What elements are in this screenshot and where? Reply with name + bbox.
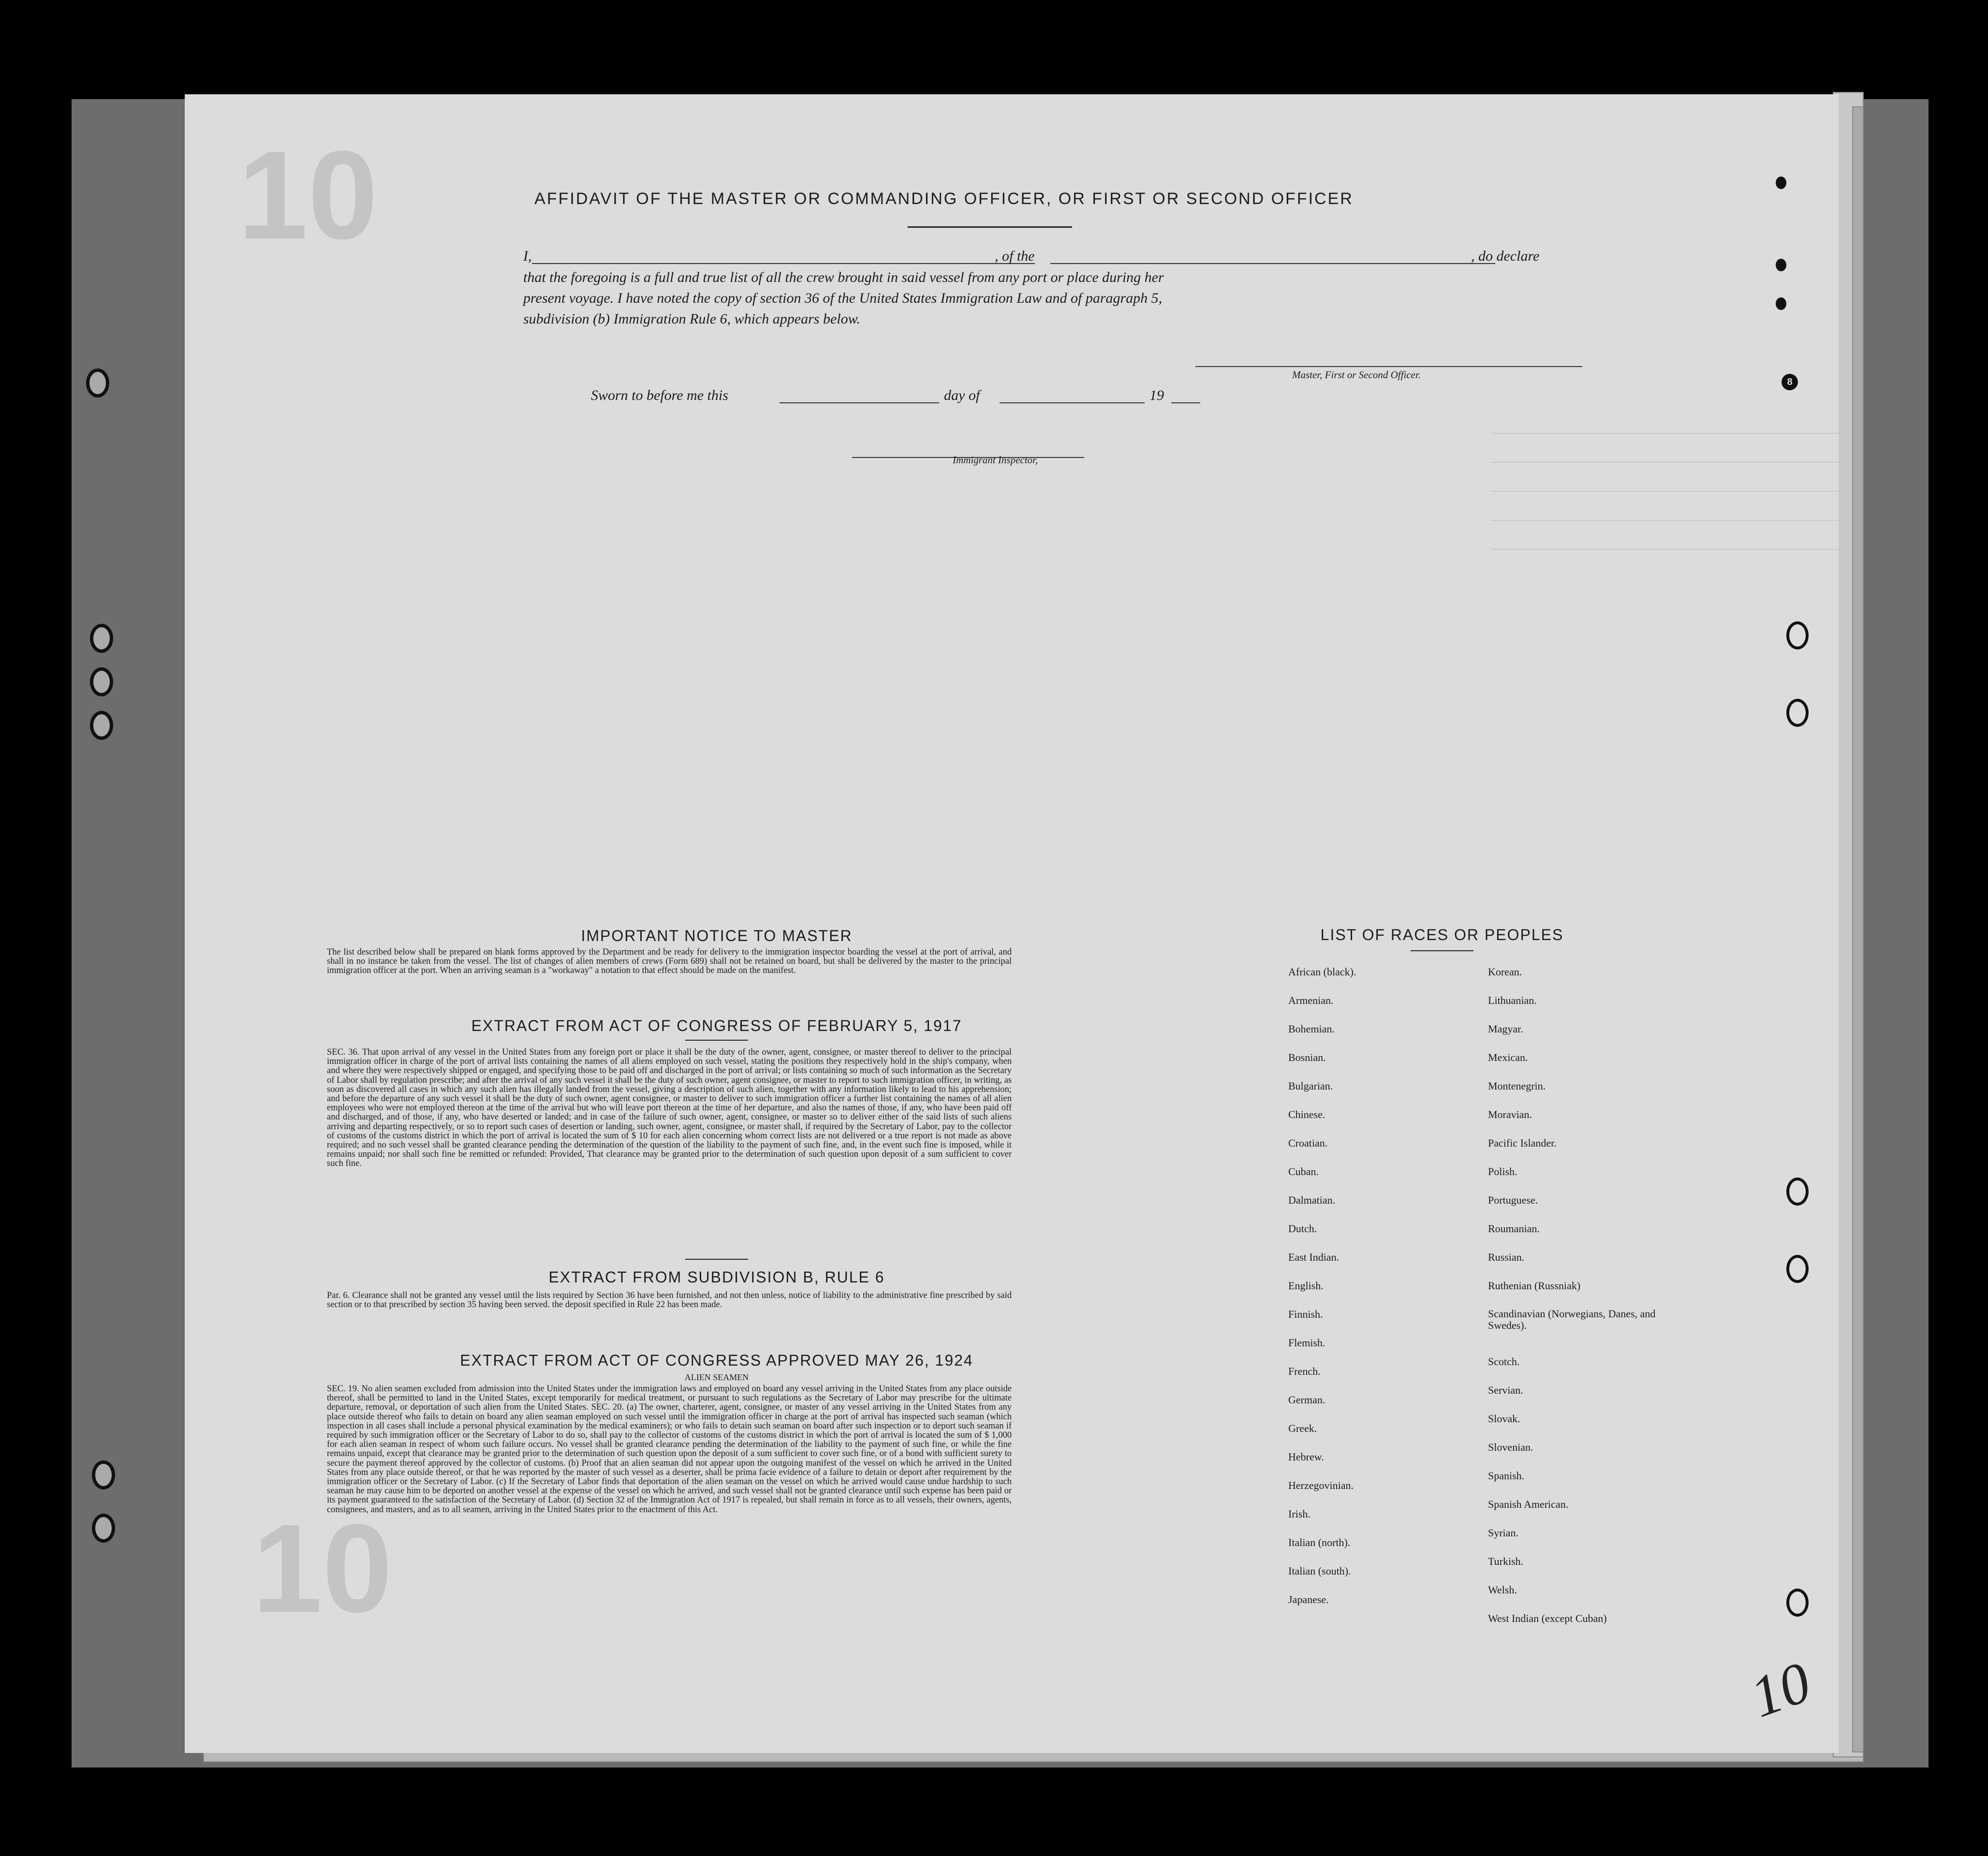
notice-title: IMPORTANT NOTICE TO MASTER — [581, 927, 853, 944]
affidavit-line-2: that the foregoing is a full and true list of all the crew brought in said vessel from any port or place during her — [523, 269, 1164, 285]
race-right: Scandinavian (Norwegians, Danes, and Swedes). — [1488, 1308, 1656, 1331]
punch-hole — [1786, 699, 1809, 727]
extract-1924-title: EXTRACT FROM ACT OF CONGRESS APPROVED MAY 26, 1924 — [460, 1352, 973, 1369]
notice-text: The list described below shall be prepared on blank forms approved by the Department and be ready for delivery to the immigration inspector boarding the vessel at the port of arrival, and shall in no instance be taken from the vessel. The list of changes of alien members of crews (Form 689) shall not be retained on board, but shall be delivered by the master to the principal immigration officer at the port. When an arriving seaman is a "workaway" a notation to that effect should be made on the manifest. — [327, 947, 1012, 976]
extract-1917-title: EXTRACT FROM ACT OF CONGRESS OF FEBRUARY 5, 1917 — [471, 1017, 962, 1034]
punch-hole — [1786, 621, 1809, 649]
binder-hole — [90, 624, 113, 653]
race-left: Greek. — [1288, 1422, 1317, 1434]
race-right: Spanish. — [1488, 1470, 1525, 1482]
sworn-year-line[interactable] — [1171, 402, 1200, 403]
race-left: Hebrew. — [1288, 1451, 1324, 1463]
race-right: Pacific Islander. — [1488, 1137, 1557, 1149]
race-right: Ruthenian (Russniak) — [1488, 1280, 1581, 1292]
race-right: Servian. — [1488, 1384, 1523, 1396]
race-right: Montenegrin. — [1488, 1080, 1546, 1092]
manifest-page — [185, 94, 1839, 1753]
binder-hole — [86, 368, 109, 398]
bleed-grid-line — [1490, 433, 1839, 434]
race-right: Korean. — [1488, 966, 1522, 978]
race-left: Italian (south). — [1288, 1565, 1351, 1577]
tab-number: 8 — [1782, 374, 1798, 390]
races-title-rule — [1411, 950, 1473, 951]
race-right: West Indian (except Cuban) — [1488, 1612, 1607, 1624]
race-left: African (black). — [1288, 966, 1356, 978]
race-left: Croatian. — [1288, 1137, 1328, 1149]
race-right: Turkish. — [1488, 1555, 1524, 1567]
handwritten-page-number: 10 — [1742, 1649, 1819, 1730]
binder-hole — [90, 711, 113, 740]
sworn-label: Sworn to before me this — [591, 387, 728, 403]
race-left: East Indian. — [1288, 1251, 1340, 1263]
race-left: Bosnian. — [1288, 1051, 1326, 1063]
sworn-month-line[interactable] — [1000, 402, 1145, 403]
extract-1924-text: SEC. 19. No alien seamen excluded from admission into the United States under the immigration laws and employed on board any vessel arriving in the United States from any place outside thereof, shall be permitted to land in the United States, except temporarily for medical treatment, or pursuant to such regulations as the Secretary of Labor may prescribe for the ultimate departure, removal, or deportation of such alien from the United States. SEC. 20. (a) The owner, charterer, agent, consignee, or master of any vessel arriving in the United States from any place outside thereof who fails to detain on board any alien seaman employed on such vessel until the immigration officer in charge at the port of arrival has inspected such seaman (which inspection in all cases shall include a personal physical examination by the medical examiners); or who fails to detain such seaman on board after such inspection or to deport such seaman if required by such immigration officer or the Secretary of Labor to do so, shall pay to the collector of customs of the customs district in which the port of arrival is located the sum of $ 1,000 for each alien seaman in respect of whom such failure occurs. No vessel shall be granted clearance pending the determination of the liability to the payment of such fine, or while the fine remains unpaid, except that clearance may be granted prior to the determination of such question upon the deposit of a sum sufficient to cover such fine, or of a bond with sufficient surety to secure the payment thereof approved by the collector of customs. (b) Proof that an alien seaman did not appear upon the outgoing manifest of the vessel on which he arrived in the United States from any place outside thereof, or that he was reported by the master of such vessel as a deserter, shall be prima facie evidence of a failure to detain or deport after requirement by the immigration officer or the Secretary of Labor. (c) If the Secretary of Labor finds that deportation of the alien seaman on the vessel on which he arrived would cause undue hardship to such seaman he may cause him to be deported on another vessel at the expense of the vessel on which he arrived, and such vessel shall not be granted clearance until such expense has been paid or its payment guaranteed to the satisfaction of the Secretary of Labor. (d) Section 32 of the Immigration Act of 1917 is repealed, but shall remain in force as to all vessels, their owners, agents, consignees, and masters, and as to all seamen, arriving in the United States prior to the enactment of this Act. — [327, 1384, 1012, 1515]
races-title: LIST OF RACES OR PEOPLES — [1320, 926, 1564, 943]
race-left: Flemish. — [1288, 1337, 1325, 1349]
race-left: Bulgarian. — [1288, 1080, 1333, 1092]
sworn-day-line[interactable] — [780, 402, 939, 403]
affidavit-of-the: , of the — [995, 248, 1035, 264]
race-left: Armenian. — [1288, 994, 1334, 1006]
extract-rule6-title: EXTRACT FROM SUBDIVISION B, RULE 6 — [548, 1268, 885, 1286]
bleed-grid-line — [1490, 462, 1839, 463]
extract-1917-text: SEC. 36. That upon arrival of any vessel in the United States from any foreign port or place it shall be the duty of the owner, agent, consignee, or master thereof to deliver to the principal immigration officer in charge of the port of arrival lists containing the names of all aliens employed on such vessel, stating the positions they respectively hold in the ship's company, when and where they were respectively shipped or engaged, and specifying those to be paid off and discharged in the port of arrival; or lists containing so much of such information as the Secretary of Labor shall by regulation prescribe; and after the arrival of any such vessel it shall be the duty of such owner, agent consignee, or master to report to such immigration officer, in writing, as soon as discovered all cases in which any such alien has illegally landed from the vessel, giving a description of such alien, together with any information likely to lead to his apprehension; and before the departure of any such vessel it shall be the duty of such owner, agent consignee, or master to deliver to such immigration officer a further list containing the names of all alien employees who were not employed thereon at the time of the arrival but who will leave port thereon at the time of her departure, and also the names of those, if any, who have been paid off and discharged, and of those, if any, who have deserted or landed; and in case of the failure of such owner, agent, consignee, or master so to deliver either of the said lists of such aliens arriving and departing respectively, or so to report such cases of desertion or landing, such owner, agent, consignee, or master shall, if required by the Secretary of Labor, pay to the collector of customs of the customs district in which the port of arrival is located the sum of $ 10 for each alien concerning whom correct lists are not delivered or a true report is not made as above required; and no such vessel shall be granted clearance pending the determination of the question of the liability to the payment of such fine, and, in the event such fine is imposed, while it remains unpaid; nor shall such fine be remitted or refunded: Provided, That clearance may be granted prior to the determination of such question upon deposit of a sum sufficient to cover such fine. — [327, 1047, 1012, 1169]
binder-rivet — [1776, 297, 1786, 310]
bleed-grid-line — [1490, 549, 1839, 550]
vessel-name-line[interactable] — [1050, 263, 1495, 264]
race-right: Slovak. — [1488, 1413, 1520, 1425]
affidavit-line-4: subdivision (b) Immigration Rule 6, which appears below. — [523, 311, 860, 327]
inspector-caption: Immigrant Inspector, — [953, 454, 1038, 466]
race-left: Irish. — [1288, 1508, 1311, 1520]
day-of-label: day of — [944, 387, 980, 403]
punch-hole — [1786, 1589, 1809, 1617]
bleed-grid-line — [1490, 520, 1839, 521]
race-right: Roumanian. — [1488, 1223, 1540, 1235]
race-right: Syrian. — [1488, 1527, 1518, 1539]
race-right: Moravian. — [1488, 1108, 1532, 1120]
race-right: Mexican. — [1488, 1051, 1528, 1063]
punch-hole — [1786, 1255, 1809, 1283]
race-left: Herzegovinian. — [1288, 1479, 1354, 1491]
race-right: Spanish American. — [1488, 1498, 1569, 1510]
extract-rule6-text: Par. 6. Clearance shall not be granted any vessel until the lists required by Section 36 have been furnished, and not then unless, notice of liability to the administrative fine prescribed by said section or to that prescribed by section 35 having been served. the deposit specified in Rule 22 has been made. — [327, 1291, 1012, 1310]
sworn-year-label: 19 — [1149, 387, 1164, 403]
race-right: Polish. — [1488, 1165, 1517, 1178]
bleed-grid-line — [1490, 491, 1839, 492]
race-right: Slovenian. — [1488, 1441, 1533, 1453]
race-left: Cuban. — [1288, 1165, 1319, 1178]
race-right: Portuguese. — [1488, 1194, 1538, 1206]
race-left: Dalmatian. — [1288, 1194, 1336, 1206]
binder-rivet — [1776, 259, 1786, 271]
binder-hole — [92, 1460, 115, 1489]
extract-1917-rule — [685, 1040, 748, 1041]
race-left: French. — [1288, 1365, 1321, 1377]
race-left: Finnish. — [1288, 1308, 1323, 1320]
extract-rule6-rule — [685, 1259, 748, 1260]
race-right: Welsh. — [1488, 1584, 1517, 1596]
extract-1924-subtitle: ALIEN SEAMEN — [684, 1372, 749, 1382]
race-right: Magyar. — [1488, 1023, 1523, 1035]
race-right: Russian. — [1488, 1251, 1525, 1263]
race-right: Scotch. — [1488, 1355, 1520, 1368]
race-left: English. — [1288, 1280, 1324, 1292]
underlying-sheet-edge-2 — [1852, 106, 1864, 1753]
affidavit-line-3: present voyage. I have noted the copy of section 36 of the United States Immigration Law and of paragraph 5, — [523, 290, 1163, 306]
race-left: German. — [1288, 1394, 1325, 1406]
race-right: Lithuanian. — [1488, 994, 1537, 1006]
affidavit-i-label: I, — [523, 248, 532, 264]
affidavit-do-declare: , do declare — [1471, 248, 1540, 264]
affidavit-title-rule — [908, 226, 1072, 228]
master-signature-line[interactable] — [1195, 366, 1582, 367]
binder-hole — [90, 667, 113, 696]
affidavit-title: AFFIDAVIT OF THE MASTER OR COMMANDING OFFICER, OR FIRST OR SECOND OFFICER — [534, 190, 1354, 208]
binder-hole — [92, 1514, 115, 1543]
race-left: Italian (north). — [1288, 1536, 1351, 1548]
punch-hole — [1786, 1178, 1809, 1206]
race-left: Bohemian. — [1288, 1023, 1335, 1035]
binder-rivet — [1776, 177, 1786, 189]
master-name-line[interactable] — [532, 263, 1035, 264]
master-signature-caption: Master, First or Second Officer. — [1292, 369, 1421, 381]
race-left: Japanese. — [1288, 1593, 1329, 1606]
race-left: Chinese. — [1288, 1108, 1325, 1120]
race-left: Dutch. — [1288, 1223, 1317, 1235]
bleed-through-number: 10 — [238, 125, 378, 265]
bleed-through-number-bottom: 10 — [252, 1499, 393, 1639]
